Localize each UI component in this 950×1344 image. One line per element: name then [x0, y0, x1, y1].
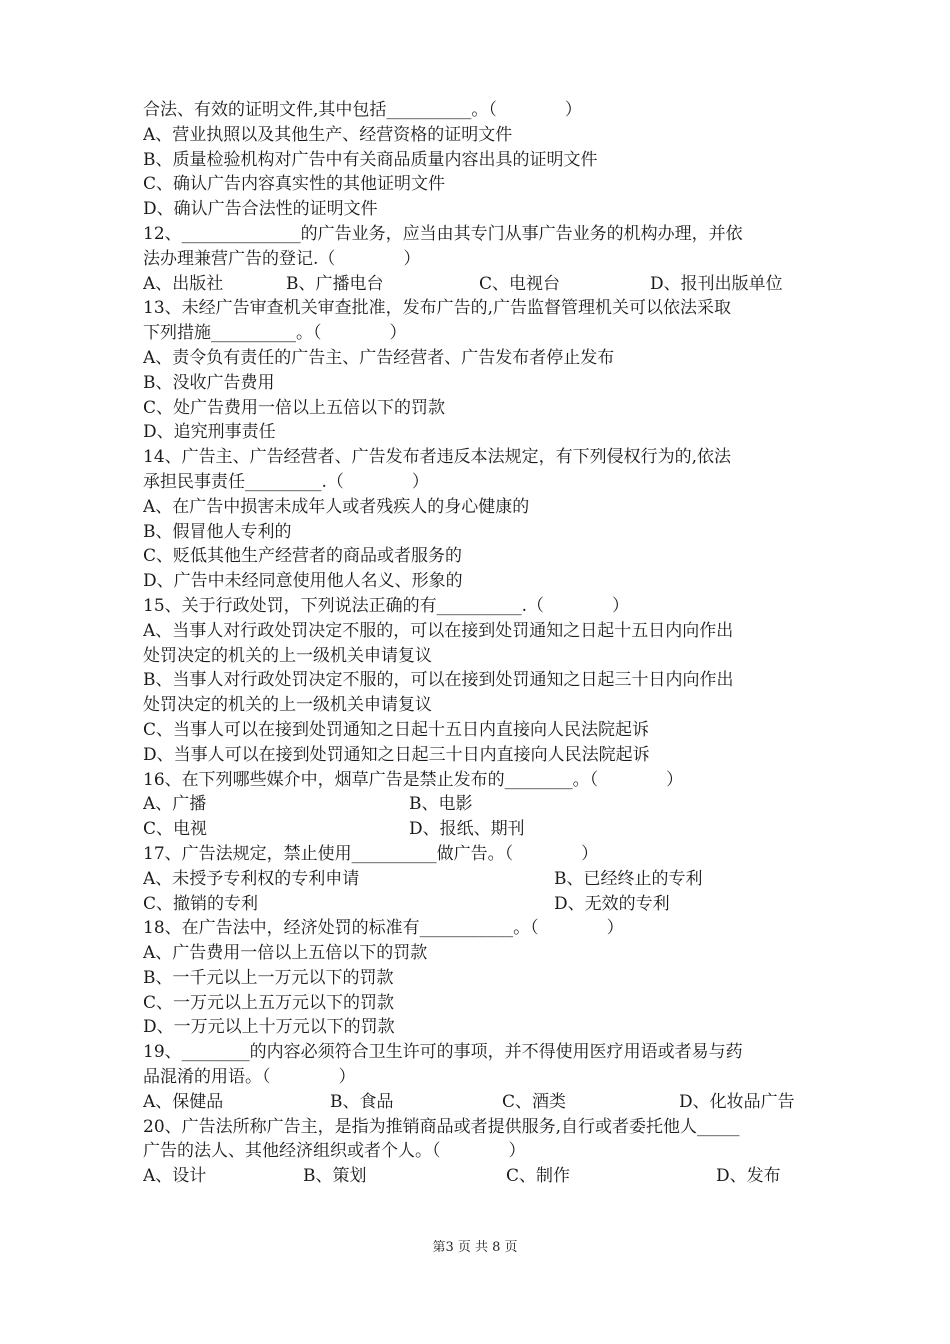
option-b: B、食品 — [330, 1091, 394, 1112]
text-line: 合法、有效的证明文件,其中包括__________。（ ） — [143, 100, 582, 120]
option-b: B、策划 — [303, 1166, 367, 1187]
option-line: C、贬低其他生产经营者的商品或者服务的 — [143, 546, 463, 567]
option-line: C、一万元以上五万元以下的罚款 — [143, 992, 395, 1013]
text-line: 承担民事责任_________.（ ） — [143, 471, 429, 492]
option-line: D、当事人可以在接到处罚通知之日起三十日内直接向人民法院起诉 — [143, 744, 650, 765]
text-line: 处罚决定的机关的上一级机关申请复议 — [143, 645, 432, 666]
question-20: 20、广告法所称广告主，是指为推销商品或者提供服务,自行或者委托他人_____ — [143, 1116, 740, 1137]
option-d: D、化妆品广告 — [679, 1091, 795, 1112]
options-16-row2 — [143, 817, 813, 842]
options-12 — [143, 272, 813, 297]
option-line: A、当事人对行政处罚决定不服的，可以在接到处罚通知之日起十五日内向作出 — [143, 620, 734, 641]
text-line: 处罚决定的机关的上一级机关申请复议 — [143, 695, 432, 716]
option-d: D、报刊出版单位 — [650, 273, 783, 294]
options-19 — [143, 1090, 813, 1115]
text-line: 法办理兼营广告的登记.（ ） — [143, 248, 421, 269]
option-a: A、出版社 — [143, 273, 224, 294]
text-line: 品混淆的用语。（ ） — [143, 1067, 356, 1088]
option-line: D、追究刑事责任 — [143, 422, 276, 443]
option-line: B、质量检验机构对广告中有关商品质量内容出具的证明文件 — [143, 149, 598, 170]
option-line: C、处广告费用一倍以上五倍以下的罚款 — [143, 397, 446, 418]
option-line: B、没收广告费用 — [143, 372, 275, 393]
question-18: 18、在广告法中，经济处罚的标准有___________。（ ） — [143, 918, 624, 939]
option-line: D、一万元以上十万元以下的罚款 — [143, 1017, 395, 1038]
option-b: B、电影 — [409, 794, 473, 815]
question-14: 14、广告主、广告经营者、广告发布者违反本法规定，有下列侵权行为的,依法 — [143, 447, 732, 468]
option-line: C、当事人可以在接到处罚通知之日起十五日内直接向人民法院起诉 — [143, 719, 650, 740]
option-line: D、确认广告合法性的证明文件 — [143, 199, 378, 220]
option-line: D、广告中未经同意使用他人名义、形象的 — [143, 571, 463, 592]
option-c: C、酒类 — [502, 1091, 567, 1112]
option-a: A、广播 — [143, 794, 207, 815]
option-a: A、设计 — [143, 1166, 207, 1187]
option-line: B、一千元以上一万元以下的罚款 — [143, 967, 394, 988]
option-d: D、发布 — [716, 1166, 781, 1187]
option-line: A、广告费用一倍以上五倍以下的罚款 — [143, 943, 428, 964]
text-line: 广告的法人、其他经济组织或者个人。（ ） — [143, 1141, 526, 1162]
option-d: D、报纸、期刊 — [409, 819, 525, 840]
options-17-row1 — [143, 867, 813, 892]
text-line: 下列措施__________。（ ） — [143, 323, 407, 344]
question-15: 15、关于行政处罚，下列说法正确的有__________.（ ） — [143, 595, 630, 616]
options-16-row1 — [143, 792, 813, 817]
option-d: D、无效的专利 — [554, 893, 670, 914]
option-b: B、已经终止的专利 — [554, 868, 703, 889]
option-line: B、当事人对行政处罚决定不服的，可以在接到处罚通知之日起三十日内向作出 — [143, 670, 734, 691]
option-b: B、广播电台 — [286, 273, 384, 294]
option-line: A、在广告中损害未成年人或者残疾人的身心健康的 — [143, 496, 530, 517]
question-body — [143, 98, 813, 1189]
option-line: C、确认广告内容真实性的其他证明文件 — [143, 174, 446, 195]
option-c: C、电视 — [143, 819, 208, 840]
question-12: 12、______________的广告业务，应当由其专门从事广告业务的机构办理，并依 — [143, 223, 743, 244]
option-c: C、电视台 — [479, 273, 561, 294]
options-17-row2 — [143, 892, 813, 917]
question-13: 13、未经广告审查机关审查批准，发布广告的,广告监督管理机关可以依法采取 — [143, 298, 732, 319]
question-19: 19、________的内容必须符合卫生许可的事项，并不得使用医疗用语或者易与药 — [143, 1042, 743, 1063]
page-footer: 第3 页 共 8 页 — [432, 1240, 518, 1255]
option-a: A、未授予专利权的专利申请 — [143, 868, 360, 889]
option-a: A、保健品 — [143, 1091, 224, 1112]
question-17: 17、广告法规定，禁止使用__________做广告。（ ） — [143, 843, 599, 864]
option-c: C、制作 — [506, 1166, 571, 1187]
question-16: 16、在下列哪些媒介中，烟草广告是禁止发布的________。（ ） — [143, 769, 684, 790]
option-c: C、撤销的专利 — [143, 893, 259, 914]
options-20 — [143, 1164, 813, 1189]
option-line: A、责令负有责任的广告主、广告经营者、广告发布者停止发布 — [143, 347, 615, 368]
option-line: B、假冒他人专利的 — [143, 521, 292, 542]
option-line: A、营业执照以及其他生产、经营资格的证明文件 — [143, 124, 513, 145]
